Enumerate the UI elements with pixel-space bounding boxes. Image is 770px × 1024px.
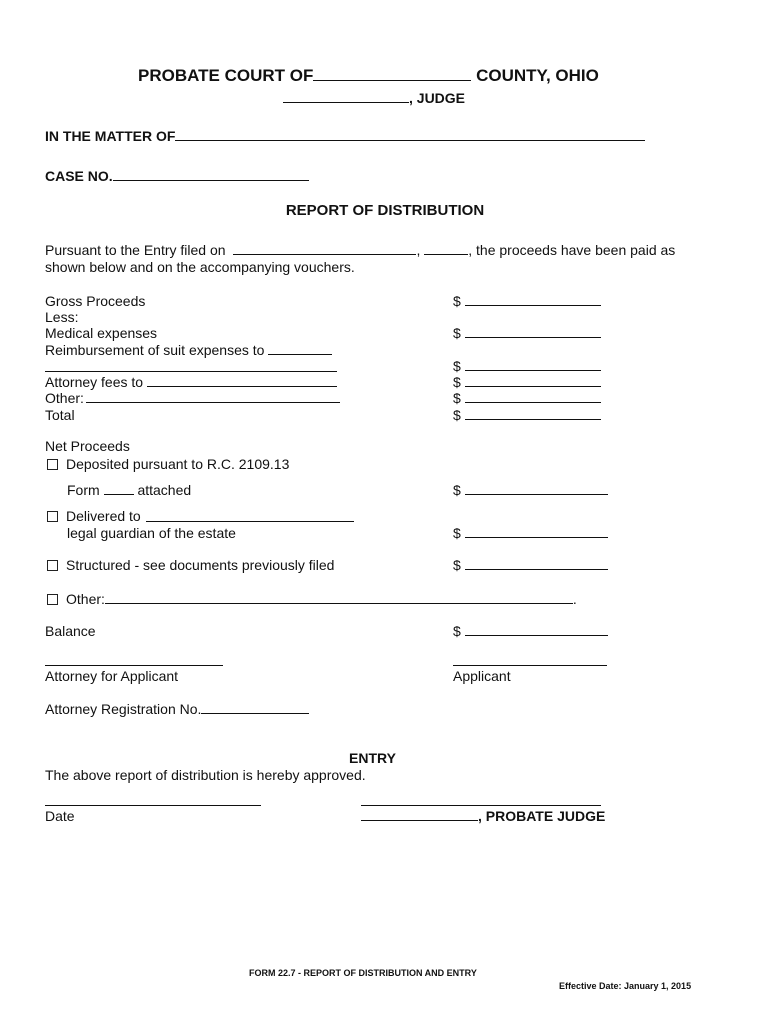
dollar-sign: $ (453, 623, 461, 639)
balance-label: Balance (45, 623, 96, 639)
probate-judge-line (361, 808, 605, 825)
net-other-period: . (572, 591, 577, 607)
delivered-label: Delivered to (66, 508, 141, 524)
intro-line-1 (45, 242, 675, 259)
judge-name-field[interactable] (283, 90, 409, 103)
gross-proceeds-amount (453, 293, 601, 310)
case-number-field[interactable] (113, 168, 309, 181)
attorney-signature-line[interactable] (45, 665, 223, 666)
probate-judge-name-field[interactable] (361, 808, 478, 821)
judge-signature-line[interactable] (361, 805, 601, 806)
deposited-label: Deposited pursuant to R.C. 2109.13 (66, 456, 290, 472)
deposited-option (47, 456, 289, 473)
attorney-fees-line (45, 374, 337, 391)
attorney-fees-field[interactable] (465, 374, 601, 387)
net-other-checkbox[interactable] (47, 594, 58, 605)
dollar-sign: $ (453, 374, 461, 390)
medical-field[interactable] (465, 325, 601, 338)
judge-line (283, 90, 465, 107)
gross-proceeds-field[interactable] (465, 293, 601, 306)
structured-option (47, 557, 334, 574)
net-proceeds-label: Net Proceeds (45, 438, 130, 454)
reimbursement-label: Reimbursement of suit expenses to (45, 342, 265, 358)
structured-checkbox[interactable] (47, 560, 58, 571)
other-label: Other: (45, 390, 84, 406)
structured-amount (453, 557, 608, 574)
attorney-fees-label: Attorney fees to (45, 374, 144, 390)
medical-label: Medical expenses (45, 325, 158, 341)
date-label: Date (45, 808, 75, 824)
attorney-fees-amount (453, 374, 601, 391)
balance-amount (453, 623, 608, 640)
document-title: REPORT OF DISTRIBUTION (285, 202, 485, 219)
structured-field[interactable] (465, 557, 608, 570)
case-label: CASE NO. (45, 168, 113, 184)
intro-line-2: shown below and on the accompanying vouchers. (45, 259, 355, 275)
reimbursement-continuation-line[interactable] (45, 371, 337, 372)
entry-title: ENTRY (349, 750, 396, 766)
balance-field[interactable] (465, 623, 608, 636)
dollar-sign: $ (453, 557, 461, 573)
delivered-amount (453, 525, 608, 542)
registration-label: Attorney Registration No. (45, 701, 202, 717)
gross-proceeds-label: Gross Proceeds (45, 293, 146, 309)
delivered-option (47, 508, 141, 525)
effective-date: Effective Date: January 1, 2015 (559, 981, 692, 991)
dollar-sign: $ (453, 325, 461, 341)
applicant-signature-line[interactable] (453, 665, 607, 666)
entry-year-field[interactable] (424, 242, 468, 255)
county-field[interactable] (313, 66, 471, 81)
form-footer: FORM 22.7 - REPORT OF DISTRIBUTION AND ENTRY (249, 968, 477, 978)
court-prefix: PROBATE COURT OF (138, 66, 314, 85)
medical-amount (453, 325, 601, 342)
dollar-sign: $ (453, 293, 461, 309)
guardian-label: legal guardian of the estate (67, 525, 236, 541)
form-prefix: Form (67, 482, 100, 498)
reimbursement-amount (453, 358, 601, 375)
matter-label: IN THE MATTER OF (45, 128, 176, 144)
court-header (138, 66, 599, 86)
entry-date-field[interactable] (233, 242, 416, 255)
less-label: Less: (45, 309, 79, 325)
form-suffix: attached (137, 482, 192, 498)
attorney-fees-to-field[interactable] (147, 374, 337, 387)
delivered-checkbox[interactable] (47, 511, 58, 522)
matter-line (45, 128, 645, 145)
deposited-checkbox[interactable] (47, 459, 58, 470)
other-amount (453, 390, 601, 407)
entry-text: The above report of distribution is hereby approved. (45, 767, 366, 783)
delivered-to-field[interactable] (146, 521, 354, 522)
probate-judge-label: , PROBATE JUDGE (478, 808, 606, 824)
structured-label: Structured - see documents previously filed (66, 557, 335, 573)
net-other-option (47, 591, 577, 608)
reimbursement-field[interactable] (465, 358, 601, 371)
dollar-sign: $ (453, 358, 461, 374)
registration-field[interactable] (201, 701, 309, 714)
attorney-label: Attorney for Applicant (45, 668, 179, 684)
deposited-field[interactable] (465, 482, 608, 495)
total-field[interactable] (465, 407, 601, 420)
form-attached-line (67, 482, 191, 499)
reimbursement-to-field[interactable] (268, 342, 332, 355)
court-suffix: COUNTY, OHIO (476, 66, 599, 85)
registration-line (45, 701, 309, 718)
other-line (45, 390, 340, 407)
dollar-sign: $ (453, 482, 461, 498)
delivered-field[interactable] (465, 525, 608, 538)
dollar-sign: $ (453, 525, 461, 541)
applicant-label: Applicant (453, 668, 511, 684)
reimbursement-line (45, 342, 332, 359)
intro-comma: , (416, 242, 421, 258)
net-other-field[interactable] (105, 591, 573, 604)
deposited-amount (453, 482, 608, 499)
dollar-sign: $ (453, 407, 461, 423)
net-other-label: Other: (66, 591, 105, 607)
dollar-sign: $ (453, 390, 461, 406)
form-number-field[interactable] (104, 482, 134, 495)
total-amount (453, 407, 601, 424)
other-description-field[interactable] (86, 390, 340, 403)
total-label: Total (45, 407, 75, 423)
matter-field[interactable] (175, 128, 645, 141)
date-line[interactable] (45, 805, 261, 806)
intro-end: , the proceeds have been paid as (468, 242, 676, 258)
other-field[interactable] (465, 390, 601, 403)
case-line (45, 168, 309, 185)
intro-start: Pursuant to the Entry filed on (45, 242, 226, 258)
judge-suffix: , JUDGE (409, 90, 466, 106)
